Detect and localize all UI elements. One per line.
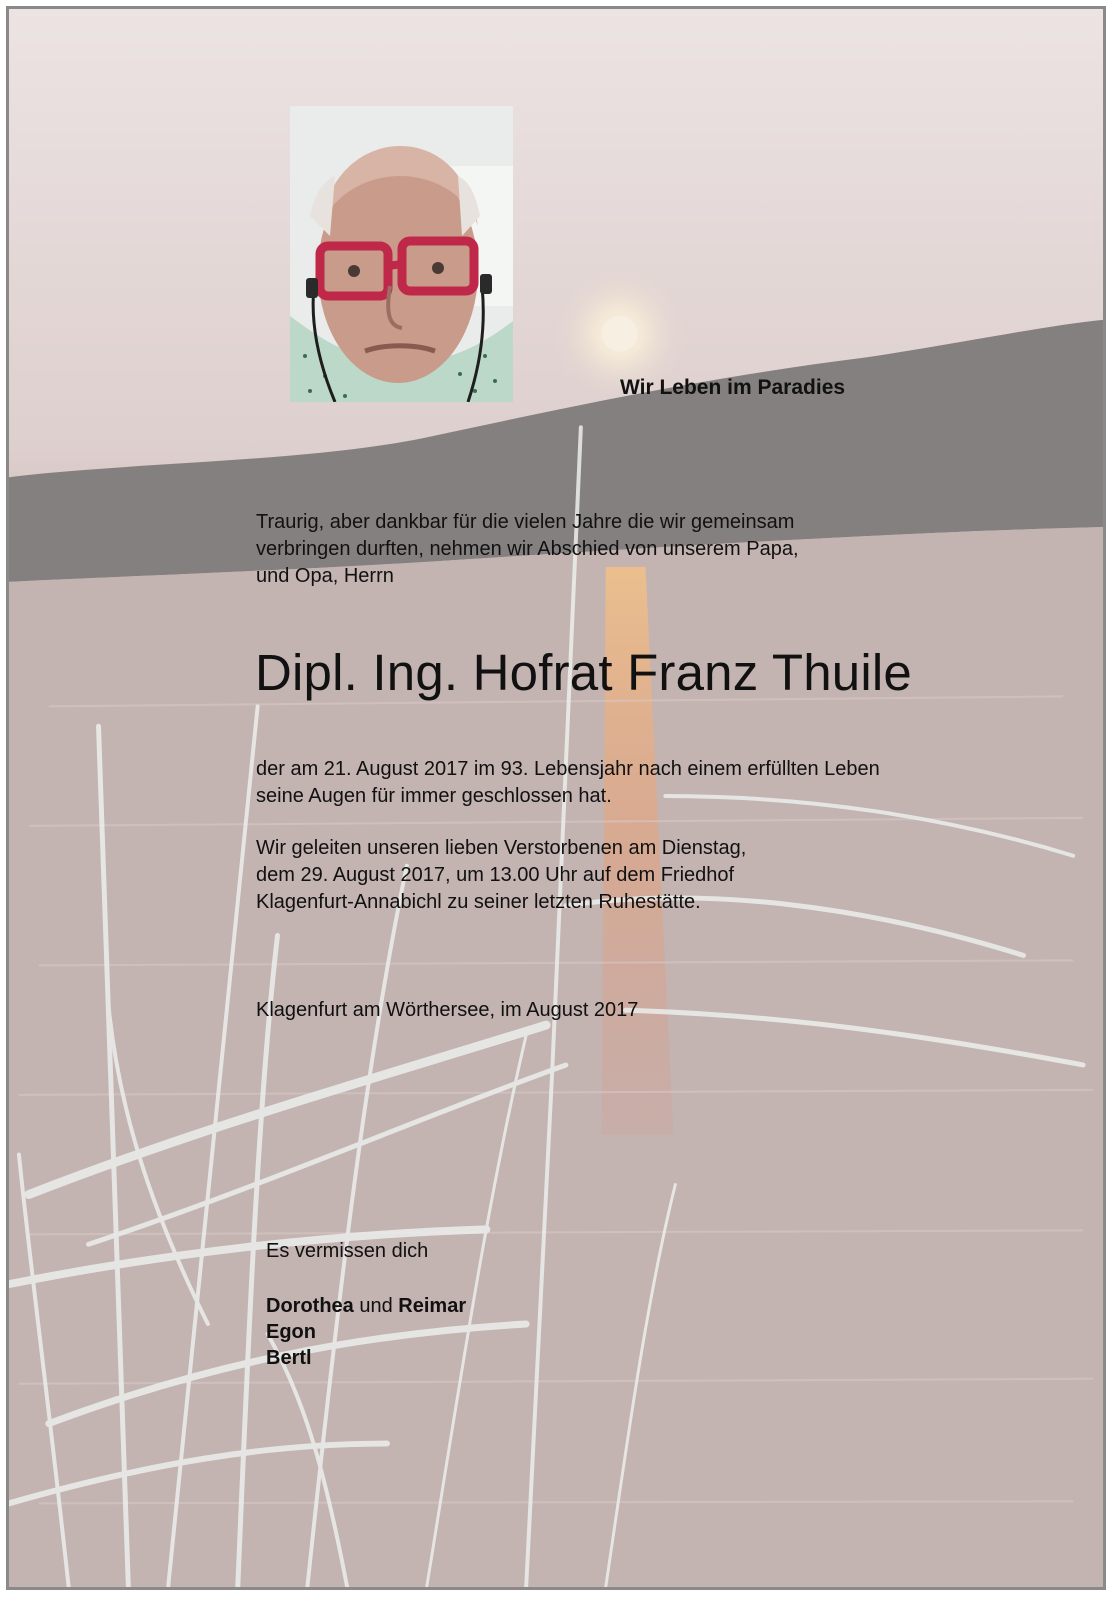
portrait-photo-icon bbox=[290, 106, 513, 402]
place-and-date: Klagenfurt am Wörthersee, im August 2017 bbox=[256, 999, 639, 1021]
funeral-line-1: Wir geleiten unseren lieben Verstorbenen am Dienstag, bbox=[256, 837, 747, 859]
page-border bbox=[6, 6, 1106, 1590]
intro-line-2: verbringen durften, nehmen wir Abschied von unserem Papa, bbox=[256, 538, 799, 560]
death-notice bbox=[256, 756, 880, 810]
death-line-1: der am 21. August 2017 im 93. Lebensjahr nach einem erfüllten Leben bbox=[256, 758, 880, 780]
deceased-name: Dipl. Ing. Hofrat Franz Thuile bbox=[255, 644, 912, 701]
mourner-name: Reimar bbox=[398, 1295, 467, 1317]
mourners-line-3 bbox=[266, 1345, 466, 1371]
mourner-name: Egon bbox=[266, 1321, 316, 1343]
death-line-2: seine Augen für immer geschlossen hat. bbox=[256, 785, 612, 807]
missing-text: Es vermissen dich bbox=[266, 1240, 429, 1262]
sun bbox=[602, 316, 638, 352]
funeral-line-2: dem 29. August 2017, um 13.00 Uhr auf dem Friedhof bbox=[256, 864, 735, 886]
mourner-name: Bertl bbox=[266, 1347, 312, 1369]
mourner-conjunction: und bbox=[359, 1295, 393, 1317]
mourner-name: Dorothea bbox=[266, 1295, 354, 1317]
mourners-line-2 bbox=[266, 1319, 466, 1345]
funeral-line-3: Klagenfurt-Annabichl zu seiner letzten Ruhestätte. bbox=[256, 891, 701, 913]
intro-line-1: Traurig, aber dankbar für die vielen Jahre die wir gemeinsam bbox=[256, 511, 795, 533]
intro-line-3: und Opa, Herrn bbox=[256, 565, 394, 587]
motto: Wir Leben im Paradies bbox=[620, 376, 846, 399]
intro-text bbox=[256, 509, 976, 590]
portrait-photo bbox=[290, 106, 513, 402]
mourners-line-1 bbox=[266, 1293, 466, 1319]
mourners-list bbox=[266, 1293, 466, 1371]
funeral-notice bbox=[256, 835, 746, 916]
